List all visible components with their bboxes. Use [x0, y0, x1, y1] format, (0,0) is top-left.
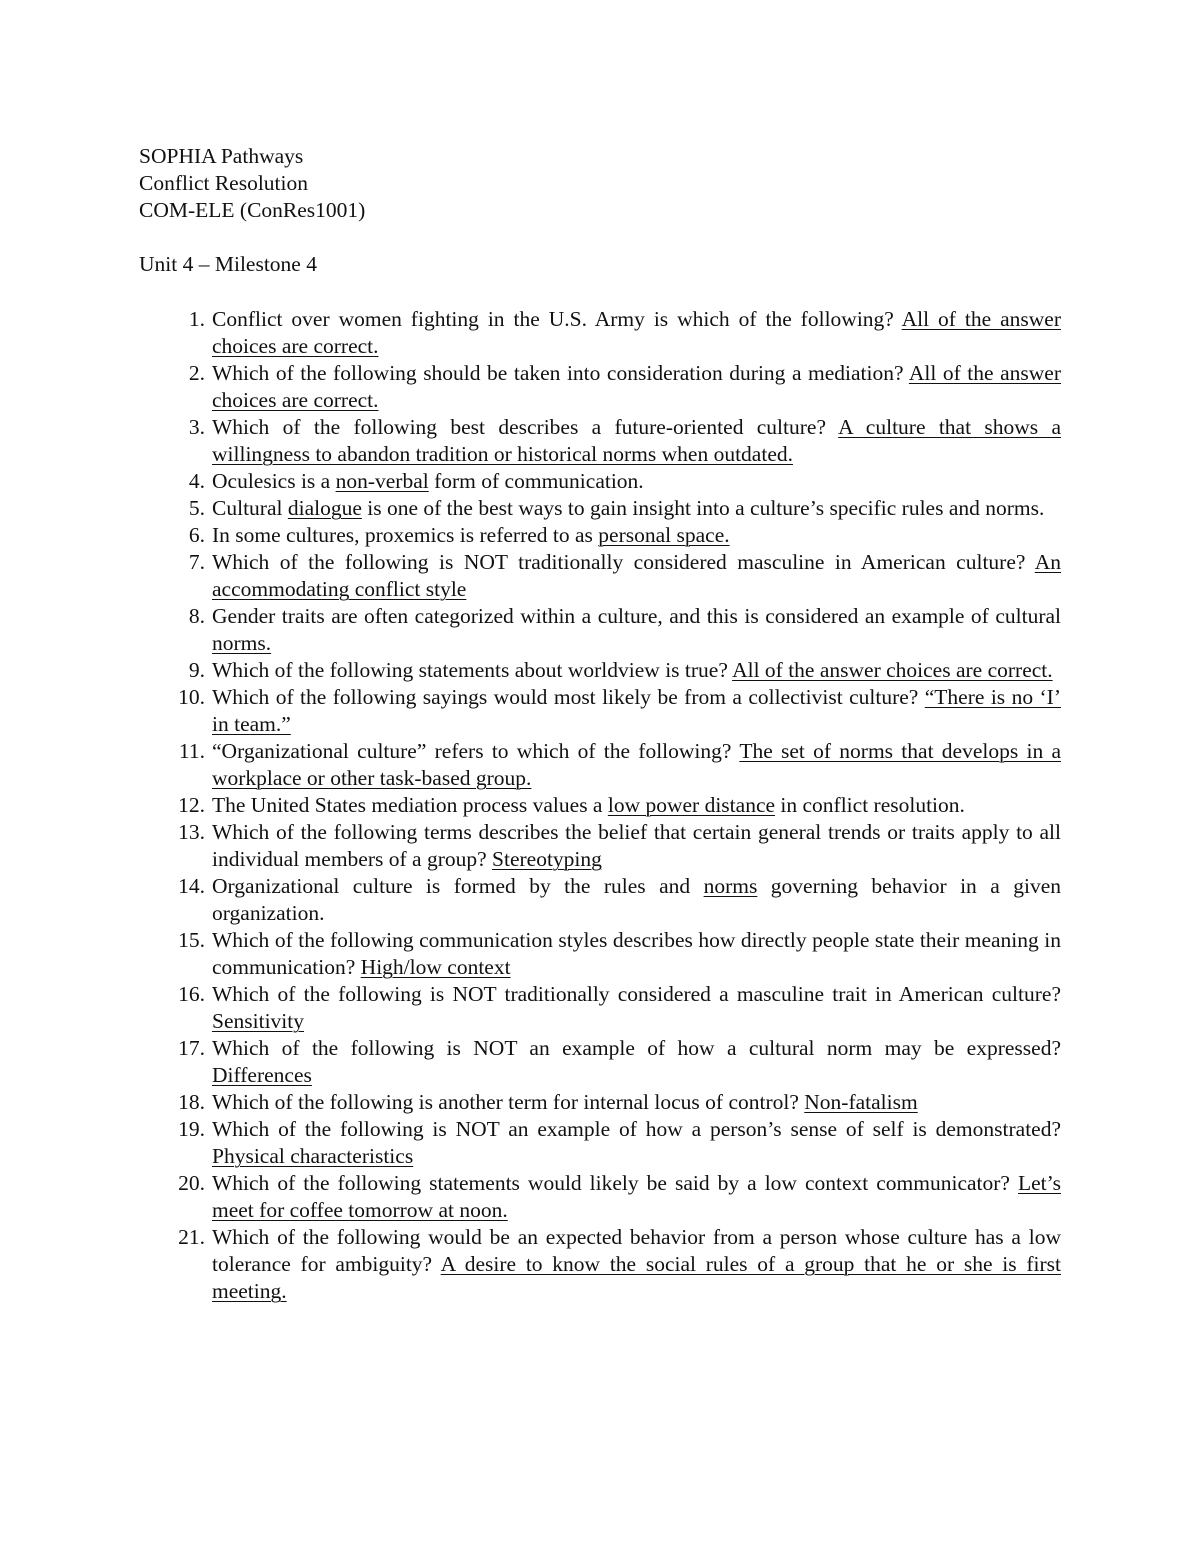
question-number: 18. — [178, 1090, 205, 1114]
course-title: Conflict Resolution — [139, 171, 309, 195]
question-item — [139, 306, 1061, 360]
question-text-continued: form of communication. — [428, 469, 644, 493]
question-text: The United States mediation process values a — [212, 793, 608, 817]
question-number: 11. — [178, 739, 205, 763]
question-number: 16. — [178, 982, 205, 1006]
question-item — [139, 738, 1061, 792]
question-number: 20. — [178, 1171, 205, 1195]
question-number: 5. — [188, 496, 205, 520]
answer-text: Differences — [212, 1063, 312, 1087]
question-text: Oculesics is a — [212, 469, 336, 493]
question-item — [139, 873, 1061, 927]
question-number: 4. — [188, 469, 205, 493]
question-text-continued: governing behavior in a given organization. — [212, 874, 1061, 925]
question-number: 8. — [188, 604, 205, 628]
question-item — [139, 603, 1061, 657]
question-text: Which of the following is NOT traditionally considered a masculine trait in American culture? — [212, 982, 1061, 1006]
question-item — [139, 684, 1061, 738]
question-text: Which of the following terms describes the belief that certain general trends or traits apply to all individual members of a group? — [212, 820, 1061, 871]
question-text: Which of the following is another term for internal locus of control? — [212, 1090, 805, 1114]
question-item — [139, 819, 1061, 873]
question-number: 17. — [178, 1036, 205, 1060]
document-header — [139, 143, 365, 224]
question-item — [139, 549, 1061, 603]
question-text-continued: is one of the best ways to gain insight into a culture’s specific rules and norms. — [361, 496, 1045, 520]
question-item — [139, 414, 1061, 468]
answer-text: Let’s meet for coffee tomorrow at noon. — [212, 1171, 1061, 1222]
question-number: 9. — [188, 658, 205, 682]
answer-text: The set of norms that develops in a workplace or other task-based group. — [212, 739, 1061, 790]
question-text: Which of the following statements would likely be said by a low context communicator? — [212, 1171, 1018, 1195]
question-item — [139, 792, 1061, 819]
question-item — [139, 657, 1061, 684]
question-number: 7. — [188, 550, 205, 574]
answer-text: All of the answer choices are correct. — [732, 658, 1053, 682]
answer-text: Stereotyping — [492, 847, 602, 871]
course-code: COM-ELE (ConRes1001) — [139, 198, 366, 222]
question-list — [139, 306, 1061, 1305]
answer-text: norms. — [212, 631, 272, 655]
answer-text: An accommodating conflict style — [212, 550, 1061, 601]
question-item — [139, 927, 1061, 981]
question-text: Which of the following is NOT an example of how a person’s sense of self is demonstrated? — [212, 1117, 1061, 1141]
question-number: 19. — [178, 1117, 205, 1141]
question-number: 1. — [188, 307, 205, 331]
question-item — [139, 1170, 1061, 1224]
question-item — [139, 981, 1061, 1035]
answer-text: A culture that shows a willingness to abandon tradition or historical norms when outdated. — [212, 415, 1061, 466]
answer-text: Sensitivity — [212, 1009, 304, 1033]
question-text: “Organizational culture” refers to which of the following? — [212, 739, 740, 763]
answer-text: non-verbal — [335, 469, 429, 493]
answer-text: norms — [703, 874, 758, 898]
question-text: Which of the following would be an expected behavior from a person whose culture has a low tolerance for ambiguity? — [212, 1225, 1061, 1276]
question-item — [139, 1089, 1061, 1116]
question-text: Which of the following is NOT traditionally considered masculine in American culture? — [212, 550, 1035, 574]
question-number: 15. — [178, 928, 205, 952]
question-item — [139, 468, 1061, 495]
question-number: 13. — [178, 820, 205, 844]
answer-text: “There is no ‘I’ in team.” — [212, 685, 1061, 736]
question-text: Cultural — [212, 496, 288, 520]
question-item — [139, 1116, 1061, 1170]
question-item — [139, 1224, 1061, 1305]
question-item — [139, 1035, 1061, 1089]
question-item — [139, 360, 1061, 414]
answer-text: Non-fatalism — [804, 1090, 918, 1114]
answer-text: low power distance — [607, 793, 776, 817]
question-text: Organizational culture is formed by the rules and — [212, 874, 704, 898]
answer-text: All of the answer choices are correct. — [212, 361, 1061, 412]
answer-text: personal space. — [598, 523, 730, 547]
answer-text: All of the answer choices are correct. — [212, 307, 1061, 358]
question-text: Which of the following sayings would most likely be from a collectivist culture? — [212, 685, 925, 709]
question-item — [139, 495, 1061, 522]
question-text: Which of the following is NOT an example of how a cultural norm may be expressed? — [212, 1036, 1061, 1060]
question-number: 3. — [188, 415, 205, 439]
question-number: 21. — [178, 1225, 205, 1249]
question-number: 12. — [178, 793, 205, 817]
question-text: In some cultures, proxemics is referred to as — [212, 523, 599, 547]
answer-text: A desire to know the social rules of a group that he or she is first meeting. — [212, 1252, 1062, 1303]
answer-text: Physical characteristics — [212, 1144, 414, 1168]
question-number: 2. — [188, 361, 205, 385]
question-number: 10. — [178, 685, 205, 709]
question-text: Which of the following statements about worldview is true? — [212, 658, 733, 682]
question-text: Which of the following should be taken into consideration during a mediation? — [212, 361, 909, 385]
question-text: Gender traits are often categorized within a culture, and this is considered an example of cultural — [212, 604, 1061, 628]
question-text-continued: in conflict resolution. — [775, 793, 965, 817]
answer-text: dialogue — [287, 496, 362, 520]
question-number: 14. — [178, 874, 205, 898]
question-text: Conflict over women fighting in the U.S. Army is which of the following? — [212, 307, 902, 331]
unit-title: Unit 4 – Milestone 4 — [139, 252, 317, 276]
answer-text: High/low context — [360, 955, 511, 979]
question-item — [139, 522, 1061, 549]
provider-name: SOPHIA Pathways — [139, 144, 304, 168]
question-text: Which of the following best describes a future-oriented culture? — [212, 415, 839, 439]
question-number: 6. — [188, 523, 205, 547]
question-text: Which of the following communication styles describes how directly people state their meaning in communication? — [212, 928, 1061, 979]
